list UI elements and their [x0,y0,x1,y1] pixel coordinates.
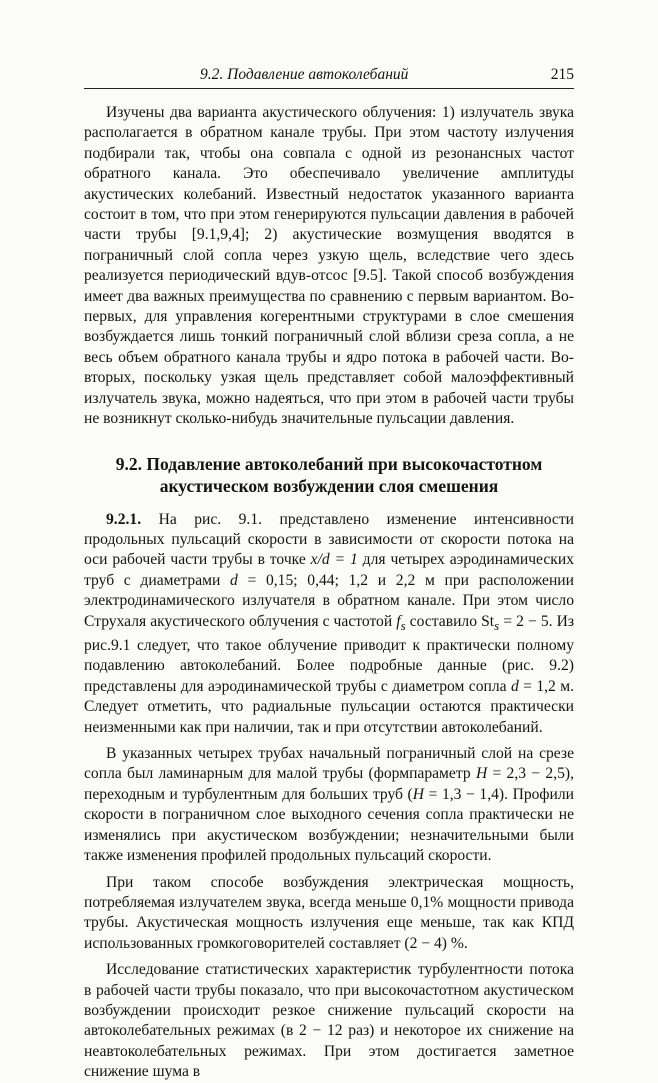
page-body [84,103,574,1083]
paragraph-3 [84,744,574,866]
paragraph-2-text-f: = 1,2 м. Следует отметить, что радиальные пульсации остаются практически неизменными как при наличии, так и при отсутствии автоколебаний. [84,677,574,736]
symbol-H: H [475,765,488,783]
section-heading [84,453,574,497]
paragraph-1: Изучены два варианта акустического облучения: 1) излучатель звука располагается в обратном канале трубы. При этом частоту излучения подбирали так, чтобы она совпала с одной из резонансных частот обратного канала. Это обеспечивало увеличение амплитуды акустических колебаний. Известный недостаток указанного варианта состоит в том, что при этом генерируются пульсации давления в рабочей части трубы [9.1,9,4]; 2) акустические возмущения вводятся в пограничный слой сопла через узкую щель, вследствие чего здесь реализуется периодический вдув-отсос [9.5]. Такой способ возбуждения имеет два важных преимущества по сравнению с первым вариантом. Во-первых, для управления когерентными структурами в слое смешения возбуждается лишь тонкий пограничный слой вблизи среза сопла, а не весь объем обратного канала трубы и ядро потока в рабочей части. Во-вторых, поскольку узкая щель представляет собой малоэффективный излучатель звука, можно надеяться, что при этом в рабочей части трубы не возникнут сколько-нибудь значительные пульсации давления. [84,104,574,428]
paragraph-2-text-b: для четырех аэродинамических труб с диаметрами [84,551,574,589]
paragraph-3-text-b: = 2,3 − 2,5), переходным и турбулентным для больших труб ( [84,765,574,803]
paragraph-2-text-d: составило St [405,612,495,630]
symbol-d: d [230,571,238,589]
running-header [84,66,574,89]
paragraph-3-text-c: = 1,3 − 1,4). Профили скорости в пограничном слое выходного сечения сопла практически не изменялись при акустическом возбуждении; незначительными были также изменения профилей продольных пульсаций скорости. [84,785,574,865]
symbol-st-subscript: s [494,617,500,633]
paragraph-2-text-e: = 2 − 5. Из рис.9.1 следует, что такое облучение приводит к практически полному подавлению автоколебаний. Более подробные данные (рис. 9.2) представлены для аэродинамической трубы с диаметром сопла [84,612,575,695]
running-header-title: 9.2. Подавление автоколебаний [200,66,409,83]
symbol-f: f [396,612,401,630]
symbol-d-2: d [510,677,519,695]
formula-x-over-d: x/d = 1 [310,551,358,569]
section-heading-line-2: акустическом возбуждении слоя смешения [159,475,499,496]
paragraph-2-text-c: = 0,15; 0,44; 1,2 и 2,2 м при расположении электродинамического излучателя в обратном канале. При этом число Струхаля акустического облучения с частотой [84,571,574,630]
paragraph-4: При таком способе возбуждения электрическая мощность, потребляемая излучателем звука, всегда меньше 0,1% мощности привода трубы. Акустическая мощность излучения еще меньше, так как КПД использованных громкоговорителей составляет (2 − 4) %. [84,873,574,952]
paragraph-2 [84,510,574,739]
paragraph-5: Исследование статистических характеристик турбулентности потока в рабочей части трубы показало, что при высокочастотном акустическом возбуждении происходит резкое снижение пульсаций скорости на автоколебательных режимах (в 2 − 12 раз) и некоторое их снижение на неавтоколебательных режимах. При этом достигается заметное снижение шума в [84,961,574,1081]
paragraph-2-text-a: На рис. 9.1. представлено изменение интенсивности продольных пульсаций скорости в зависимости от скорости потока на оси рабочей части трубы в точке [84,510,574,569]
symbol-f-subscript: s [400,617,406,633]
subsection-number: 9.2.1. [106,510,142,528]
symbol-H-2: H [412,785,425,803]
paragraph-3-text-a: В указанных четырех трубах начальный пограничный слой на срезе сопла был ламинарным для малой трубы (формпараметр [84,745,574,783]
section-heading-line-1: 9.2. Подавление автоколебаний при высокочастотном [115,453,543,474]
page-number: 215 [550,66,574,83]
